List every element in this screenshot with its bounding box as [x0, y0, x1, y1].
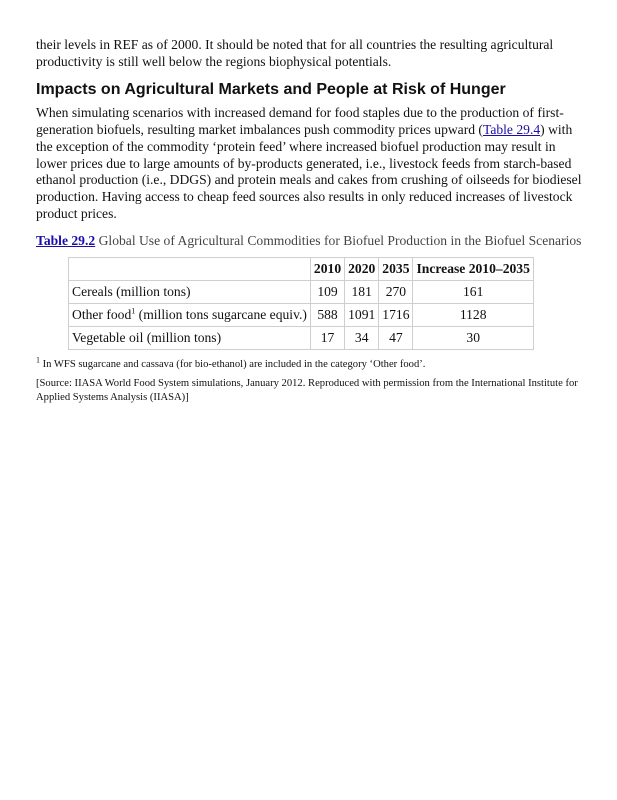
table-29-4-link[interactable]: Table 29.4: [482, 122, 541, 138]
table-caption-label[interactable]: Table 29.2: [36, 233, 96, 249]
table-row: [69, 327, 534, 350]
row-label-vegetable-oil: Vegetable oil (million tons): [69, 327, 311, 350]
header-cell-2020: 2020: [345, 258, 379, 281]
cell-value: 270: [379, 281, 413, 304]
cell-value: 181: [345, 281, 379, 304]
cell-value: 30: [413, 327, 533, 350]
footnote-text: In WFS sugarcane and cassava (for bio-ethanol) are included in the category ‘Other food’.: [40, 359, 426, 371]
section-heading: Impacts on Agricultural Markets and People at Risk of Hunger: [36, 81, 506, 99]
section-paragraph-part1: When simulating scenarios with increased demand for food staples due to the production of first-generation biofuels, resulting market imbalances push commodity prices upward (: [36, 105, 564, 138]
cell-value: 161: [413, 281, 533, 304]
cell-value: 1716: [379, 304, 413, 327]
cell-value: 588: [310, 304, 344, 327]
footnote-marker-sup: 1: [131, 306, 136, 316]
row-label-cereals: Cereals (million tons): [69, 281, 311, 304]
cell-value: 47: [379, 327, 413, 350]
table-caption: [36, 232, 584, 249]
table-header-row: [69, 258, 534, 281]
header-cell-increase: Increase 2010–2035: [413, 258, 533, 281]
table-row: [69, 304, 534, 327]
source-note: [Source: IIASA World Food System simulations, January 2012. Reproduced with permission from the International Institute for Applied Systems Analysis (IIASA)]: [36, 378, 578, 403]
biofuel-commodities-table: [68, 257, 534, 350]
section-paragraph-part2: ) with the exception of the commodity ‘protein feed’ where increased biofuel production may result in lower prices due to large amounts of by-products generated, i.e., livestock feeds from starch-based ethanol production (i.e., DDGS) and protein meals and cakes from crushing of oilseeds for biodiesel production. Having access to cheap feed sources also results in only reduced increases of livestock product prices.: [36, 122, 582, 221]
header-cell-2035: 2035: [379, 258, 413, 281]
cell-value: 17: [310, 327, 344, 350]
cell-value: 1091: [345, 304, 379, 327]
table-footnote: [36, 355, 584, 371]
cell-value: 1128: [413, 304, 533, 327]
intro-paragraph: their levels in REF as of 2000. It should be noted that for all countries the resulting agricultural productivity is still well below the regions biophysical potentials.: [36, 37, 554, 69]
header-cell-2010: 2010: [310, 258, 344, 281]
cell-value: 109: [310, 281, 344, 304]
header-cell-blank: [69, 258, 311, 281]
cell-value: 34: [345, 327, 379, 350]
table-caption-text: Global Use of Agricultural Commodities for Biofuel Production in the Biofuel Scenarios: [98, 233, 582, 249]
section-paragraph: [36, 105, 584, 222]
table-row: [69, 281, 534, 304]
document-page: [36, 37, 584, 404]
footnote-marker: 1: [36, 355, 40, 365]
row-label-other-food: Other food$^1$ (million tons sugarcane equiv.): [69, 304, 311, 327]
